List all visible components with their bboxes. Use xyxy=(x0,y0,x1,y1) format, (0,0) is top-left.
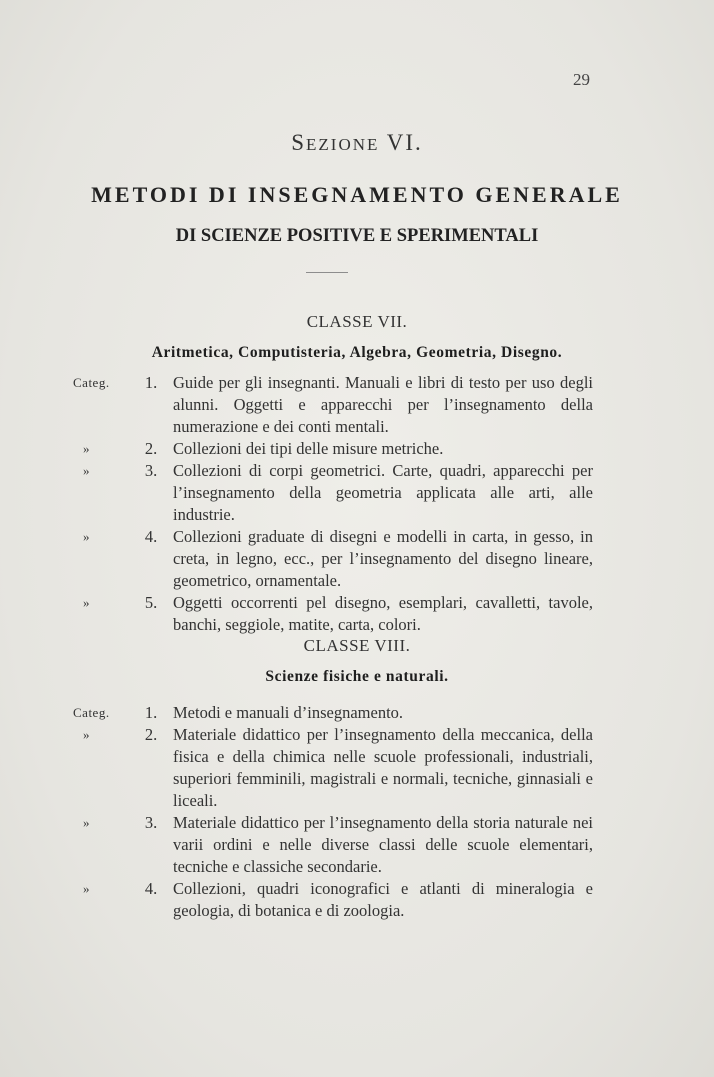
category-list-vii xyxy=(73,372,593,636)
item-text: Collezioni dei tipi delle misure metriche. xyxy=(173,439,444,458)
list-item xyxy=(73,878,593,922)
ditto-mark: » xyxy=(83,529,90,544)
item-text: Materiale didattico per l’insegnamento della meccanica, della fisica e della chimica nelle scuole professionali, industriali, superiori femminili, magistrali e normali, tecniche, ginnasiali e liceali. xyxy=(173,725,593,810)
ditto-mark: » xyxy=(83,595,90,610)
category-list-viii xyxy=(73,702,593,922)
item-text: Collezioni, quadri iconografici e atlanti di mineralogia e geologia, di botanica e di zoologia. xyxy=(173,879,593,920)
item-number: 4. xyxy=(144,879,158,898)
section-prefix: S xyxy=(291,130,307,155)
ditto-mark: » xyxy=(83,441,90,456)
item-text: Metodi e manuali d’insegnamento. xyxy=(173,703,404,722)
divider-rule xyxy=(306,272,348,273)
list-item xyxy=(73,526,593,592)
item-number: 3. xyxy=(144,813,158,832)
list-item xyxy=(73,372,593,438)
class-heading-viii: CLASSE VIII. xyxy=(303,636,411,655)
item-number: 2. xyxy=(144,725,158,744)
list-item xyxy=(73,460,593,526)
section-number: VI. xyxy=(386,130,423,155)
list-item xyxy=(73,724,593,812)
section-word-rest: EZIONE xyxy=(306,135,380,154)
item-number: 1. xyxy=(144,703,158,722)
item-text: Oggetti occorrenti pel disegno, esemplari, cavalletti, tavole, banchi, seggiole, matite, carta, colori. xyxy=(173,593,593,634)
ditto-mark: » xyxy=(83,815,90,830)
section-heading xyxy=(0,130,714,156)
category-label: Categ. xyxy=(73,375,110,390)
ditto-mark: » xyxy=(83,727,90,742)
class-heading-vii: CLASSE VII. xyxy=(306,312,408,331)
main-title: METODI DI INSEGNAMENTO GENERALE xyxy=(91,182,623,207)
class-subjects-viii: Scienze fisiche e naturali. xyxy=(265,668,449,685)
category-label: Categ. xyxy=(73,705,110,720)
item-number: 1. xyxy=(144,373,158,392)
list-item xyxy=(73,438,593,460)
list-item xyxy=(73,702,593,724)
item-text: Collezioni graduate di disegni e modelli in carta, in gesso, in creta, in legno, ecc., per l’insegnamento del disegno lineare, geometrico, ornamentale. xyxy=(173,527,593,590)
ditto-mark: » xyxy=(83,881,90,896)
page-number: 29 xyxy=(573,70,590,89)
sub-title: DI SCIENZE POSITIVE E SPERIMENTALI xyxy=(175,226,539,246)
list-item xyxy=(73,592,593,636)
item-number: 3. xyxy=(144,461,158,480)
list-item xyxy=(73,812,593,878)
item-text: Collezioni di corpi geometrici. Carte, quadri, apparecchi per l’insegnamento della geometria applicata alle arti, alle industrie. xyxy=(173,461,593,524)
item-number: 4. xyxy=(144,527,158,546)
item-text: Materiale didattico per l’insegnamento della storia naturale nei varii ordini e nelle diverse classi delle scuole elementari, tecniche e classiche secondarie. xyxy=(173,813,593,876)
class-subjects-vii: Aritmetica, Computisteria, Algebra, Geometria, Disegno. xyxy=(151,344,563,361)
item-number: 5. xyxy=(144,593,158,612)
ditto-mark: » xyxy=(83,463,90,478)
item-text: Guide per gli insegnanti. Manuali e libri di testo per uso degli alunni. Oggetti e apparecchi per l’insegnamento della numerazione e dei conti mentali. xyxy=(173,373,593,436)
item-number: 2. xyxy=(144,439,158,458)
